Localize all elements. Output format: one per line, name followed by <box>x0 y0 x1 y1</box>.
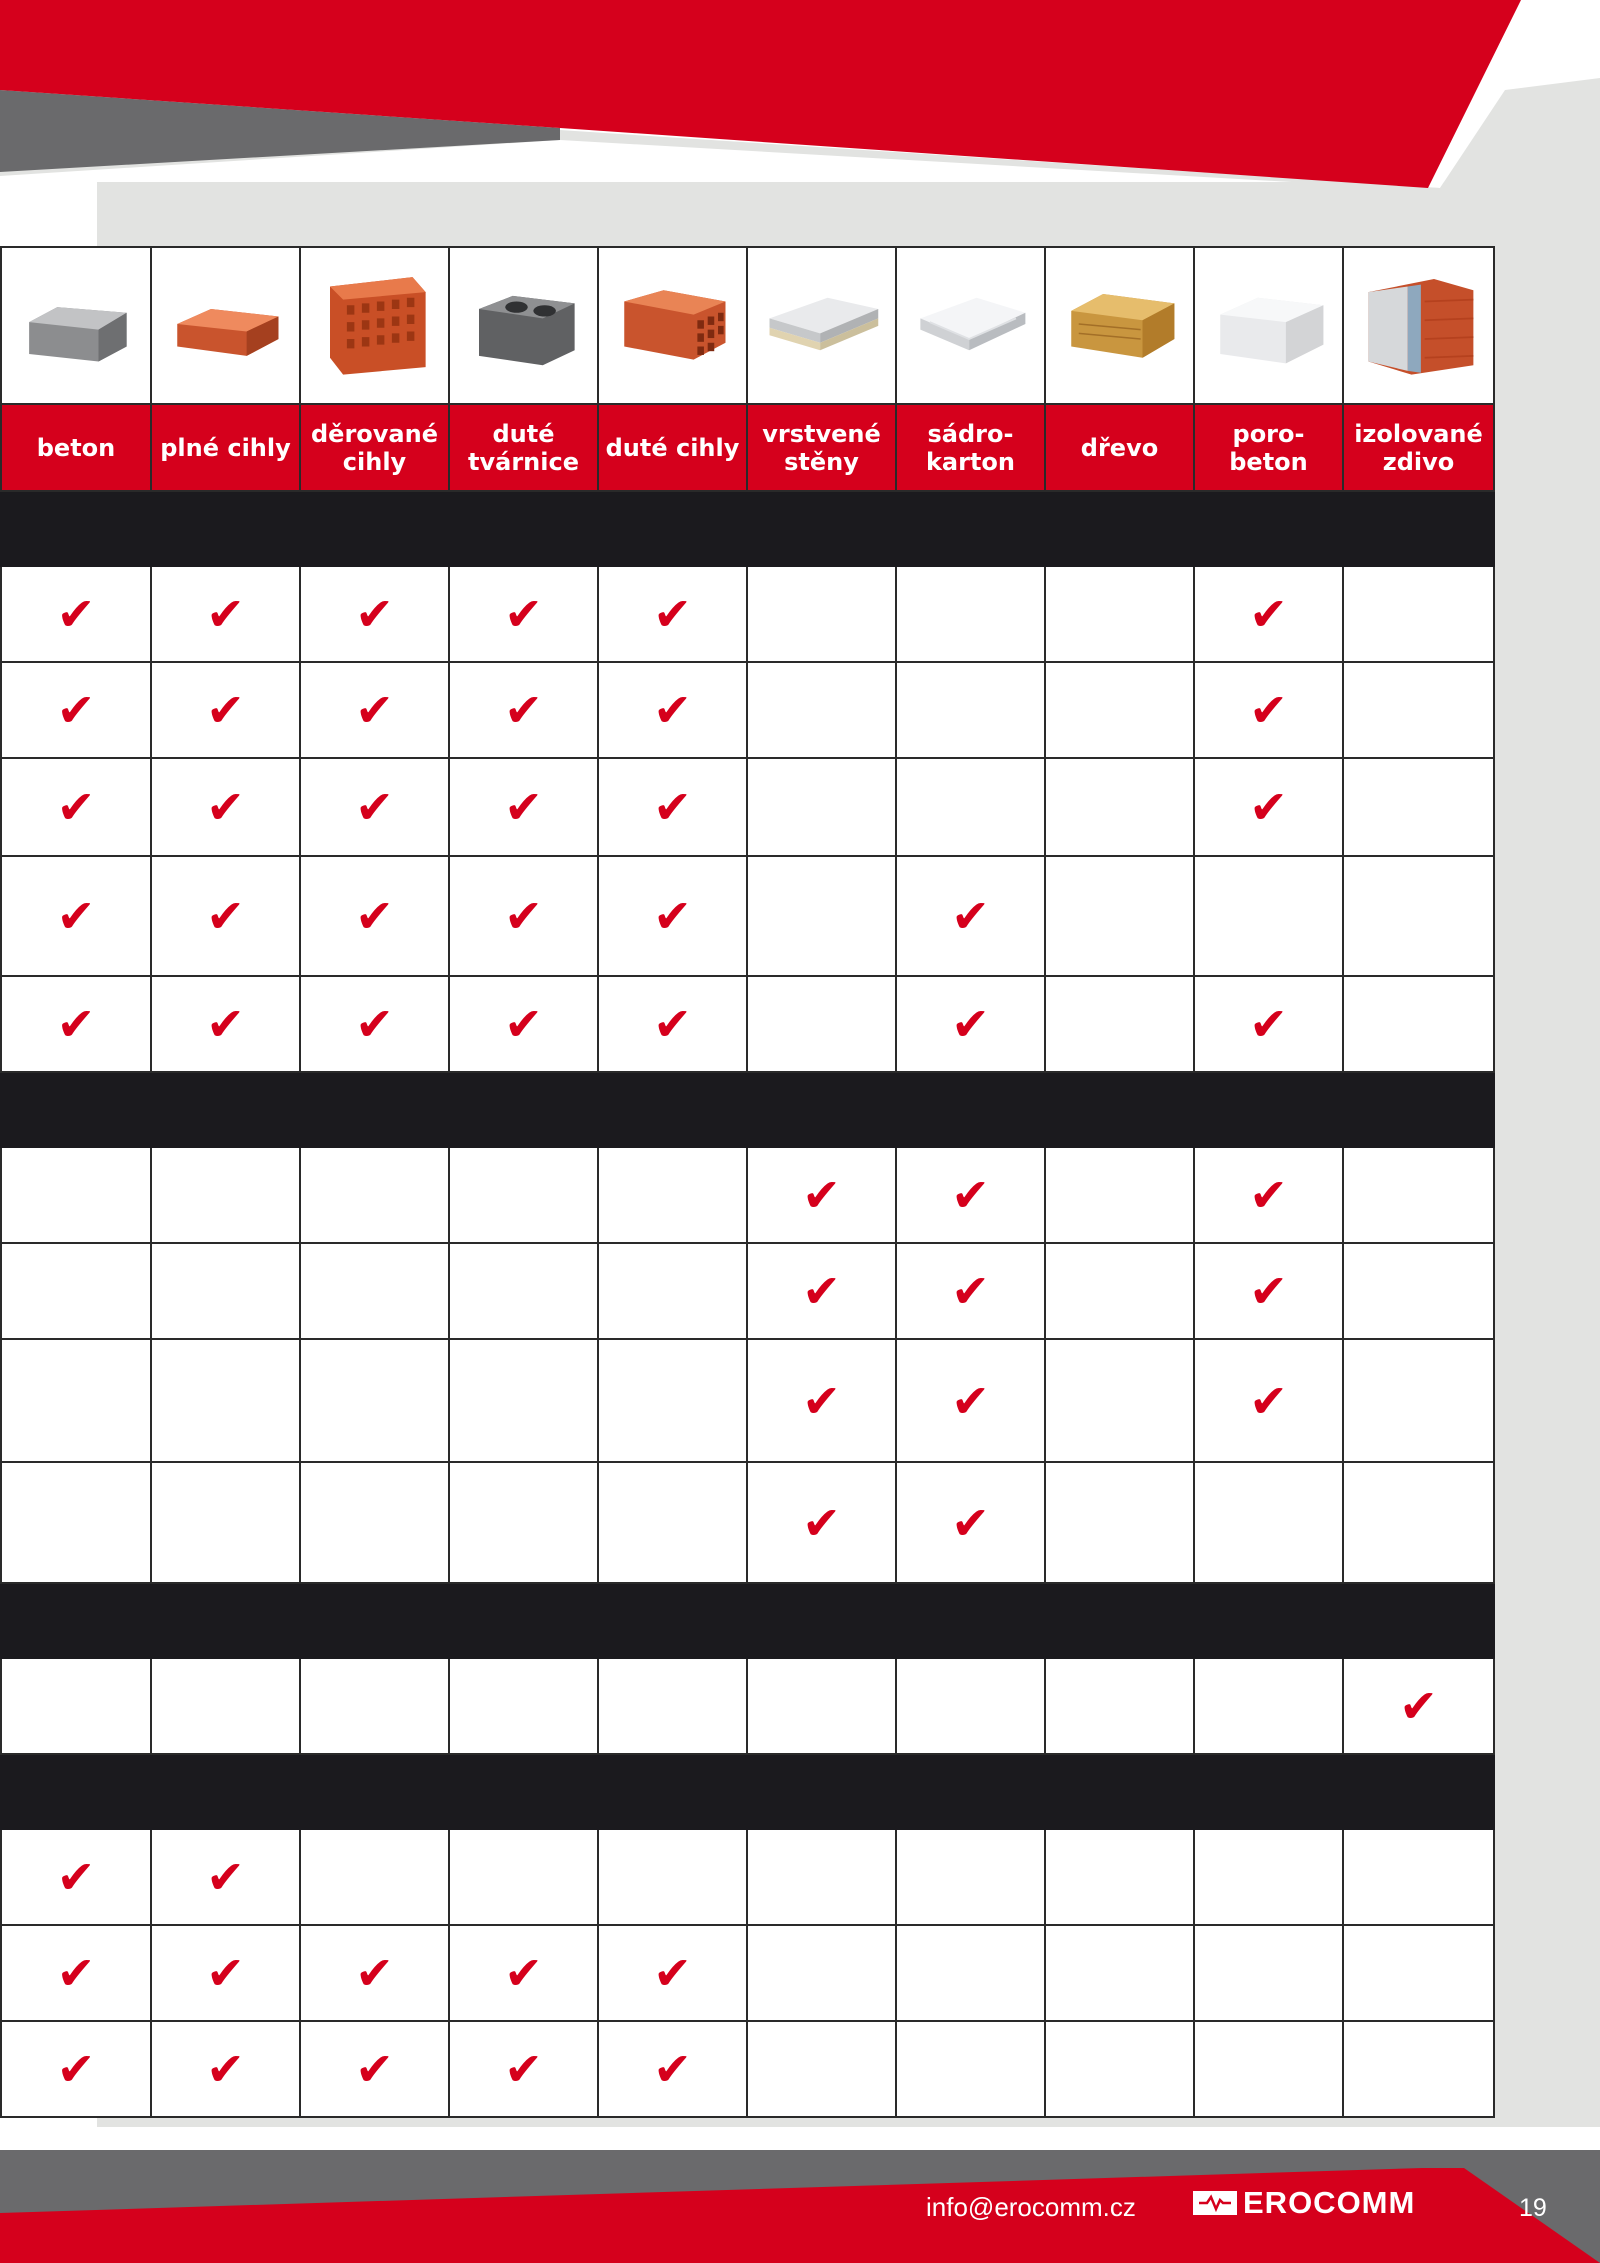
empty-cell <box>151 1339 300 1462</box>
checkmark-icon: ✔ <box>653 2042 692 2096</box>
material-header-row <box>1 404 1494 491</box>
empty-cell <box>300 1339 449 1462</box>
empty-cell <box>598 1462 747 1583</box>
material-label: poro-beton <box>1229 419 1308 476</box>
table-row <box>1 758 1494 856</box>
material-image-cell <box>896 247 1045 404</box>
material-header <box>300 404 449 491</box>
material-label: plné cihly <box>160 433 291 462</box>
checkmark-icon: ✔ <box>951 997 990 1051</box>
empty-cell <box>747 2021 896 2117</box>
checkmark-cell <box>896 1462 1045 1583</box>
empty-cell <box>1343 1829 1494 1925</box>
empty-cell <box>1 1339 151 1462</box>
checkmark-icon: ✔ <box>504 1946 543 2000</box>
material-image-cell <box>598 247 747 404</box>
checkmark-cell <box>300 2021 449 2117</box>
material-label: duté tvárnice <box>468 419 579 476</box>
material-label: beton <box>36 433 116 462</box>
checkmark-icon: ✔ <box>504 683 543 737</box>
material-header <box>1343 404 1494 491</box>
empty-cell <box>1194 1925 1343 2021</box>
empty-cell <box>1 1462 151 1583</box>
empty-cell <box>747 566 896 662</box>
checkmark-icon: ✔ <box>206 683 245 737</box>
table-row <box>1 856 1494 976</box>
checkmark-cell <box>1 976 151 1072</box>
material-label: sádro-karton <box>925 419 1016 476</box>
checkmark-cell <box>300 566 449 662</box>
empty-cell <box>300 1829 449 1925</box>
empty-cell <box>598 1339 747 1462</box>
empty-cell <box>300 1658 449 1754</box>
checkmark-cell <box>747 1243 896 1339</box>
checkmark-cell <box>747 1462 896 1583</box>
checkmark-icon: ✔ <box>504 587 543 641</box>
checkmark-cell <box>151 662 300 758</box>
checkmark-icon: ✔ <box>1249 1264 1288 1318</box>
checkmark-cell <box>598 662 747 758</box>
checkmark-cell <box>1194 1243 1343 1339</box>
empty-cell <box>151 1147 300 1243</box>
checkmark-cell <box>449 662 598 758</box>
empty-cell <box>449 1462 598 1583</box>
empty-cell <box>747 1658 896 1754</box>
checkmark-icon: ✔ <box>1249 1373 1288 1428</box>
empty-cell <box>449 1658 598 1754</box>
erocomm-logo <box>1193 2186 1415 2220</box>
checkmark-cell <box>151 1925 300 2021</box>
table-row <box>1 1925 1494 2021</box>
table-row <box>1 1243 1494 1339</box>
empty-cell <box>747 1925 896 2021</box>
aerated-concrete-image <box>1205 264 1333 384</box>
checkmark-icon: ✔ <box>355 2042 394 2096</box>
checkmark-cell <box>1194 758 1343 856</box>
checkmark-icon: ✔ <box>56 683 96 737</box>
checkmark-cell <box>300 758 449 856</box>
empty-cell <box>1045 1658 1194 1754</box>
material-image-cell <box>449 247 598 404</box>
checkmark-cell <box>896 976 1045 1072</box>
checkmark-icon: ✔ <box>504 889 543 943</box>
empty-cell <box>747 1829 896 1925</box>
checkmark-cell <box>1 1925 151 2021</box>
checkmark-icon: ✔ <box>206 2042 245 2096</box>
checkmark-icon: ✔ <box>355 997 394 1051</box>
solid-brick-image <box>162 264 290 384</box>
empty-cell <box>1343 1243 1494 1339</box>
material-image-cell <box>300 247 449 404</box>
checkmark-icon: ✔ <box>206 889 245 943</box>
empty-cell <box>896 758 1045 856</box>
checkmark-icon: ✔ <box>56 780 96 834</box>
empty-cell <box>300 1462 449 1583</box>
material-header <box>747 404 896 491</box>
checkmark-icon: ✔ <box>504 997 543 1051</box>
checkmark-icon: ✔ <box>951 1264 990 1318</box>
empty-cell <box>1045 1462 1194 1583</box>
checkmark-cell <box>598 2021 747 2117</box>
checkmark-cell <box>151 976 300 1072</box>
table-row <box>1 1829 1494 1925</box>
checkmark-cell <box>151 758 300 856</box>
checkmark-icon: ✔ <box>355 587 394 641</box>
empty-cell <box>1343 1147 1494 1243</box>
checkmark-cell <box>598 856 747 976</box>
table-row <box>1 1462 1494 1583</box>
empty-cell <box>1045 566 1194 662</box>
empty-cell <box>1194 1658 1343 1754</box>
material-image-cell <box>1 247 151 404</box>
checkmark-icon: ✔ <box>56 997 96 1051</box>
empty-cell <box>300 1243 449 1339</box>
concrete-block-image <box>12 264 140 384</box>
checkmark-icon: ✔ <box>653 587 692 641</box>
checkmark-cell <box>300 976 449 1072</box>
checkmark-cell <box>1 662 151 758</box>
material-header <box>1 404 151 491</box>
page-number: 19 <box>1519 2194 1547 2222</box>
section-band-cell <box>1 1754 1494 1829</box>
table-row <box>1 566 1494 662</box>
checkmark-cell <box>1194 1147 1343 1243</box>
checkmark-cell <box>449 856 598 976</box>
empty-cell <box>1343 1339 1494 1462</box>
checkmark-icon: ✔ <box>504 780 543 834</box>
material-header <box>598 404 747 491</box>
checkmark-cell <box>300 856 449 976</box>
checkmark-cell <box>151 856 300 976</box>
checkmark-cell <box>1 758 151 856</box>
empty-cell <box>1343 2021 1494 2117</box>
empty-cell <box>1194 2021 1343 2117</box>
checkmark-icon: ✔ <box>1249 780 1288 834</box>
checkmark-icon: ✔ <box>1249 997 1288 1051</box>
material-image-cell <box>1045 247 1194 404</box>
checkmark-icon: ✔ <box>951 1495 990 1550</box>
checkmark-cell <box>598 976 747 1072</box>
section-band <box>1 1754 1494 1829</box>
checkmark-icon: ✔ <box>653 889 692 943</box>
empty-cell <box>896 566 1045 662</box>
hollow-block-image <box>460 264 588 384</box>
empty-cell <box>896 662 1045 758</box>
table-row <box>1 976 1494 1072</box>
insulated-masonry-image <box>1355 264 1483 384</box>
checkmark-cell <box>747 1147 896 1243</box>
empty-cell <box>151 1462 300 1583</box>
checkmark-icon: ✔ <box>1249 683 1288 737</box>
empty-cell <box>1194 1462 1343 1583</box>
plasterboard-image <box>907 264 1035 384</box>
checkmark-cell <box>449 1925 598 2021</box>
empty-cell <box>1343 1462 1494 1583</box>
empty-cell <box>1 1658 151 1754</box>
empty-cell <box>1343 976 1494 1072</box>
material-compatibility-table <box>0 246 1495 2118</box>
checkmark-icon: ✔ <box>206 997 245 1051</box>
checkmark-icon: ✔ <box>802 1264 841 1318</box>
empty-cell <box>1343 662 1494 758</box>
checkmark-icon: ✔ <box>802 1168 841 1222</box>
empty-cell <box>300 1147 449 1243</box>
section-band-cell <box>1 491 1494 566</box>
material-header <box>151 404 300 491</box>
empty-cell <box>1 1243 151 1339</box>
material-label: duté cihly <box>605 433 740 462</box>
empty-cell <box>1045 1147 1194 1243</box>
empty-cell <box>151 1243 300 1339</box>
checkmark-cell <box>896 856 1045 976</box>
perforated-brick-image <box>311 264 439 384</box>
checkmark-icon: ✔ <box>951 1373 990 1428</box>
table-row <box>1 1658 1494 1754</box>
hollow-brick-image <box>609 264 737 384</box>
table-row <box>1 1339 1494 1462</box>
layered-wall-image <box>758 264 886 384</box>
empty-cell <box>747 662 896 758</box>
empty-cell <box>1045 2021 1194 2117</box>
empty-cell <box>1045 1925 1194 2021</box>
checkmark-icon: ✔ <box>355 889 394 943</box>
checkmark-icon: ✔ <box>206 1946 245 2000</box>
checkmark-cell <box>1 1829 151 1925</box>
empty-cell <box>449 1243 598 1339</box>
checkmark-cell <box>896 1339 1045 1462</box>
empty-cell <box>1194 1829 1343 1925</box>
checkmark-cell <box>1194 976 1343 1072</box>
empty-cell <box>747 856 896 976</box>
checkmark-cell <box>151 2021 300 2117</box>
empty-cell <box>1045 1829 1194 1925</box>
empty-cell <box>896 1829 1045 1925</box>
empty-cell <box>1194 856 1343 976</box>
checkmark-icon: ✔ <box>355 780 394 834</box>
checkmark-icon: ✔ <box>355 1946 394 2000</box>
checkmark-cell <box>151 1829 300 1925</box>
footer-email[interactable]: info@erocomm.cz <box>926 2192 1136 2222</box>
material-image-cell <box>1194 247 1343 404</box>
empty-cell <box>598 1243 747 1339</box>
wood-image <box>1056 264 1184 384</box>
checkmark-cell <box>300 1925 449 2021</box>
checkmark-cell <box>1 856 151 976</box>
checkmark-cell <box>1194 566 1343 662</box>
empty-cell <box>1045 1243 1194 1339</box>
empty-cell <box>598 1829 747 1925</box>
table-row <box>1 662 1494 758</box>
material-header <box>1194 404 1343 491</box>
section-band-cell <box>1 1583 1494 1658</box>
checkmark-icon: ✔ <box>653 683 692 737</box>
empty-cell <box>449 1339 598 1462</box>
checkmark-cell <box>598 566 747 662</box>
empty-cell <box>1343 1925 1494 2021</box>
checkmark-icon: ✔ <box>355 683 394 737</box>
checkmark-icon: ✔ <box>951 1168 990 1222</box>
material-header <box>449 404 598 491</box>
checkmark-icon: ✔ <box>653 780 692 834</box>
checkmark-icon: ✔ <box>206 1850 245 1904</box>
material-image-row <box>1 247 1494 404</box>
checkmark-icon: ✔ <box>56 587 96 641</box>
checkmark-icon: ✔ <box>653 997 692 1051</box>
checkmark-icon: ✔ <box>56 1946 96 2000</box>
empty-cell <box>598 1658 747 1754</box>
checkmark-cell <box>598 1925 747 2021</box>
material-label: děrované cihly <box>311 419 438 476</box>
table-row <box>1 1147 1494 1243</box>
empty-cell <box>1343 758 1494 856</box>
checkmark-icon: ✔ <box>1399 1679 1438 1733</box>
checkmark-cell <box>449 976 598 1072</box>
checkmark-icon: ✔ <box>951 889 990 943</box>
empty-cell <box>747 976 896 1072</box>
section-band-cell <box>1 1072 1494 1147</box>
checkmark-icon: ✔ <box>56 2042 96 2096</box>
checkmark-cell <box>896 1243 1045 1339</box>
section-band <box>1 1583 1494 1658</box>
empty-cell <box>1045 758 1194 856</box>
empty-cell <box>449 1829 598 1925</box>
empty-cell <box>747 758 896 856</box>
checkmark-icon: ✔ <box>1249 587 1288 641</box>
empty-cell <box>449 1147 598 1243</box>
checkmark-icon: ✔ <box>206 780 245 834</box>
material-label: dřevo <box>1080 433 1159 462</box>
checkmark-cell <box>896 1147 1045 1243</box>
checkmark-cell <box>151 566 300 662</box>
empty-cell <box>1045 662 1194 758</box>
empty-cell <box>896 2021 1045 2117</box>
material-image-cell <box>151 247 300 404</box>
empty-cell <box>896 1658 1045 1754</box>
checkmark-icon: ✔ <box>1249 1168 1288 1222</box>
logo-mark-icon <box>1193 2191 1237 2215</box>
table-row <box>1 2021 1494 2117</box>
empty-cell <box>896 1925 1045 2021</box>
material-image-cell <box>747 247 896 404</box>
checkmark-cell <box>1194 662 1343 758</box>
checkmark-icon: ✔ <box>56 889 96 943</box>
material-label: izolované zdivo <box>1354 419 1483 476</box>
checkmark-cell <box>449 758 598 856</box>
empty-cell <box>1045 976 1194 1072</box>
checkmark-cell <box>1343 1658 1494 1754</box>
material-label: vrstvené stěny <box>762 419 881 476</box>
checkmark-cell <box>747 1339 896 1462</box>
empty-cell <box>1 1147 151 1243</box>
checkmark-cell <box>449 566 598 662</box>
checkmark-icon: ✔ <box>206 587 245 641</box>
checkmark-cell <box>598 758 747 856</box>
checkmark-icon: ✔ <box>802 1495 841 1550</box>
checkmark-icon: ✔ <box>56 1850 96 1904</box>
material-header <box>1045 404 1194 491</box>
checkmark-cell <box>300 662 449 758</box>
checkmark-cell <box>1194 1339 1343 1462</box>
material-header <box>896 404 1045 491</box>
checkmark-cell <box>1 2021 151 2117</box>
checkmark-cell <box>449 2021 598 2117</box>
empty-cell <box>1045 1339 1194 1462</box>
checkmark-icon: ✔ <box>802 1373 841 1428</box>
material-image-cell <box>1343 247 1494 404</box>
section-band <box>1 1072 1494 1147</box>
empty-cell <box>151 1658 300 1754</box>
logo-text: EROCOMM <box>1243 2185 1416 2220</box>
empty-cell <box>598 1147 747 1243</box>
empty-cell <box>1343 566 1494 662</box>
checkmark-icon: ✔ <box>653 1946 692 2000</box>
checkmark-icon: ✔ <box>504 2042 543 2096</box>
empty-cell <box>1045 856 1194 976</box>
checkmark-cell <box>1 566 151 662</box>
section-band <box>1 491 1494 566</box>
empty-cell <box>1343 856 1494 976</box>
